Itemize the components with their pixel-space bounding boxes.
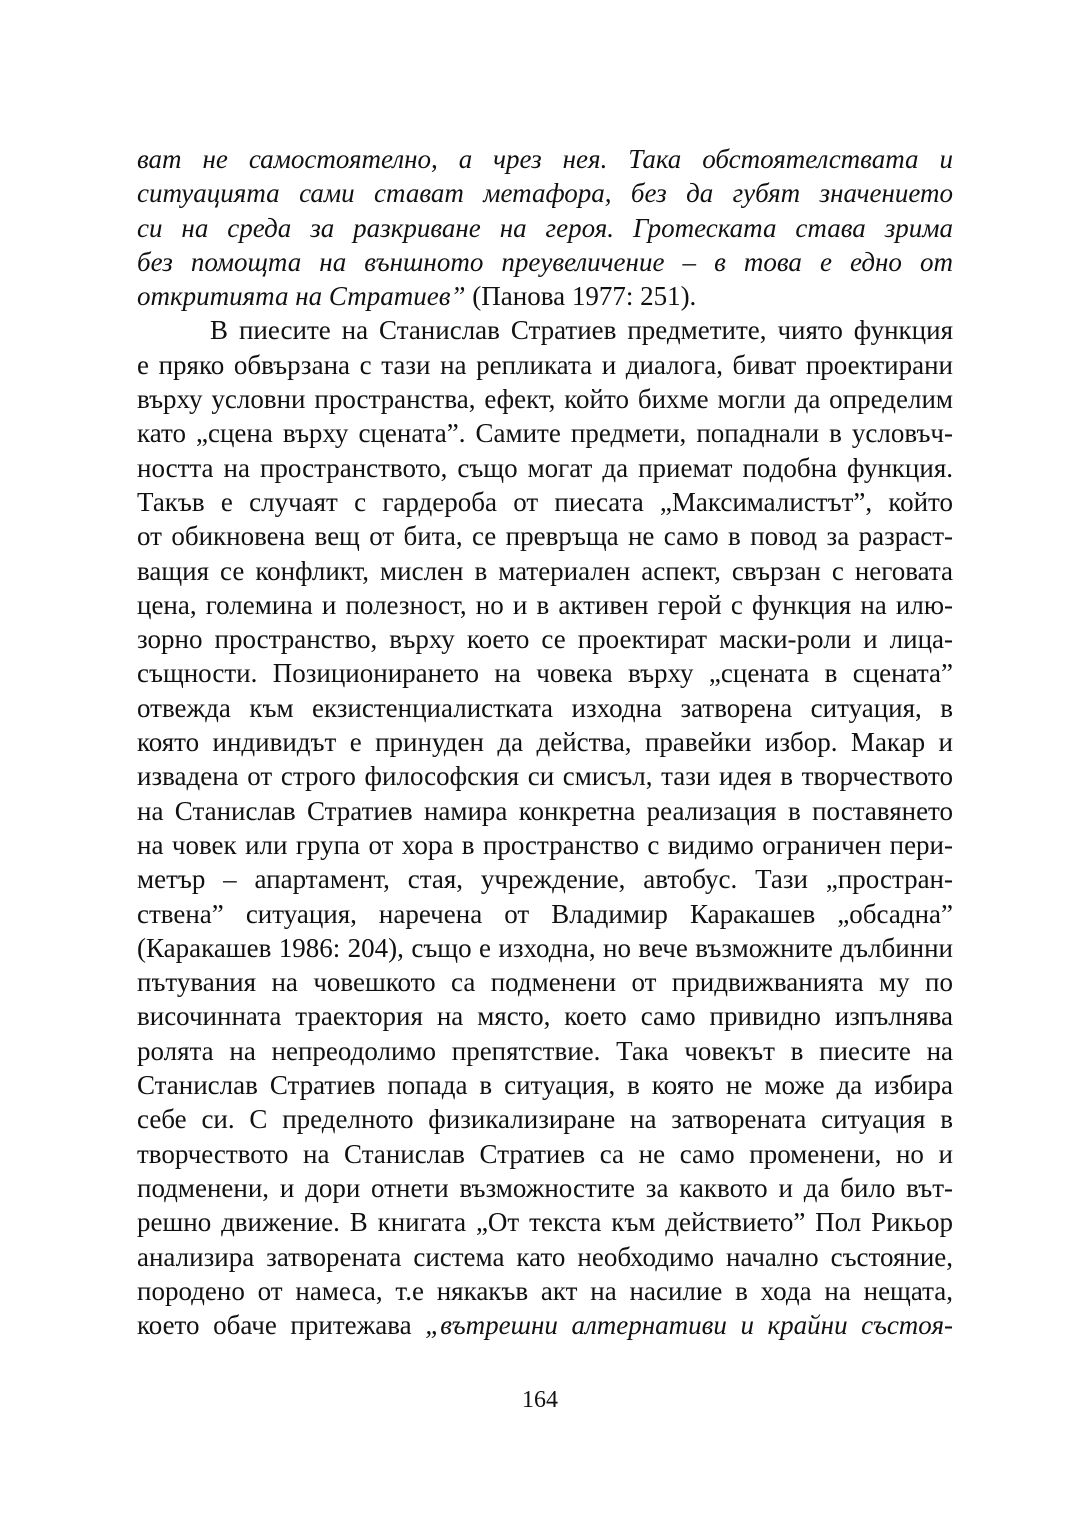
- text-segment: Станислав Стратиев попада в ситуация, в която не може да избира: [137, 1070, 953, 1101]
- text-line: [137, 1171, 953, 1205]
- text-segment: извадена от строго философския си смисъл, тази идея в творчеството: [137, 761, 953, 792]
- text-segment: е пряко обвързана с тази на репликата и диалога, биват проектирани: [137, 349, 953, 380]
- text-segment: подменени, и дори отнети възможностите за каквото и да било вът-: [137, 1172, 953, 1203]
- text-segment: (Каракашев 1986: 204), също е изходна, но вече възможните дълбинни: [137, 932, 953, 963]
- text-line: [137, 348, 953, 382]
- text-line: [137, 313, 953, 347]
- text-line: [137, 725, 953, 759]
- text-line: [137, 245, 953, 279]
- italic-text-segment: без помощта на външното преувеличение – в това е едно от: [137, 246, 953, 277]
- italic-text-segment: ситуацията сами стават метафора, без да губят значението: [137, 178, 953, 209]
- text-line: [137, 656, 953, 690]
- text-line: [137, 416, 953, 450]
- text-segment: на Станислав Стратиев намира конкретна реализация в поставянето: [137, 795, 953, 826]
- text-segment: творчеството на Станислав Стратиев са не само променени, но и: [137, 1138, 953, 1169]
- italic-text-segment: си на среда за разкриване на героя. Гротеската става зрима: [137, 212, 953, 243]
- text-line: [137, 1068, 953, 1102]
- text-line: [137, 1240, 953, 1274]
- text-segment: цена, големина и полезност, но и в активен герой с функция на илю-: [137, 589, 953, 620]
- text-line: [137, 211, 953, 245]
- text-line: [137, 588, 953, 622]
- text-line: [137, 1137, 953, 1171]
- body-text: [137, 142, 953, 1342]
- text-line: [137, 519, 953, 553]
- text-segment: височинната траектория на място, което само привидно изпълнява: [137, 1001, 953, 1032]
- text-line: [137, 1034, 953, 1068]
- text-segment: същности. Позиционирането на човека върху „сцената в сцената”: [137, 658, 953, 689]
- text-segment: ролята на непреодолимо препятствие. Така човекът в пиесите на: [137, 1035, 953, 1066]
- text-line: [137, 1274, 953, 1308]
- page-number: 164: [522, 1387, 558, 1413]
- text-line: [137, 176, 953, 210]
- text-line: [137, 485, 953, 519]
- text-line: [137, 1205, 953, 1239]
- italic-text-segment: ват не самостоятелно, а чрез нея. Така обстоятелствата и: [137, 144, 953, 174]
- text-line: [137, 828, 953, 862]
- text-segment: В пиесите на Станислав Стратиев предметите, чиято функция: [210, 315, 953, 346]
- text-segment: Такъв е случаят с гардероба от пиесата „Максималистът”, който: [137, 486, 953, 517]
- text-segment: от обикновена вещ от бита, се превръща не само в повод за разраст-: [137, 521, 953, 552]
- text-line: [137, 794, 953, 828]
- text-line: [137, 897, 953, 931]
- text-line: [137, 382, 953, 416]
- text-segment: което обаче притежава: [137, 1310, 426, 1341]
- text-segment: която индивидът е принуден да действа, правейки избор. Макар и: [137, 727, 953, 758]
- text-line: [137, 279, 953, 313]
- text-line: [137, 862, 953, 896]
- text-segment: ността на пространството, също могат да приемат подобна функция.: [137, 452, 953, 483]
- italic-text-segment: откритията на Стратиев”: [137, 281, 466, 312]
- text-line: [137, 931, 953, 965]
- text-segment: породено от намеса, т.е някакъв акт на насилие в хода на нещата,: [137, 1275, 953, 1306]
- text-line: [137, 554, 953, 588]
- text-segment: като „сцена върху сцената”. Самите предмети, попаднали в условъч-: [137, 418, 953, 449]
- text-line: [137, 142, 953, 176]
- text-line: [137, 999, 953, 1033]
- text-segment: ващия се конфликт, мислен в материален аспект, свързан с неговата: [137, 555, 953, 586]
- text-segment: (Панова 1977: 251).: [465, 281, 697, 312]
- text-segment: анализира затворената система като необходимо начално състояние,: [137, 1241, 953, 1272]
- italic-text-segment: „вътрешни алтернативи и крайни състоя-: [425, 1310, 953, 1341]
- text-line: [137, 451, 953, 485]
- text-segment: на човек или група от хора в пространство с видимо ограничен пери-: [137, 829, 953, 860]
- text-segment: решно движение. В книгата „От текста към действието” Пол Рикьор: [137, 1207, 953, 1238]
- text-segment: пътувания на човешкото са подменени от придвижванията му по: [137, 967, 953, 998]
- text-segment: метър – апартамент, стая, учреждение, автобус. Тази „простран-: [137, 864, 953, 895]
- text-line: [137, 965, 953, 999]
- text-segment: зорно пространство, върху което се проектират маски-роли и лица-: [137, 624, 953, 655]
- text-segment: себе си. С пределното физикализиране на затворената ситуация в: [137, 1104, 953, 1135]
- text-line: [137, 691, 953, 725]
- text-line: [137, 1102, 953, 1136]
- text-segment: ствена” ситуация, наречена от Владимир Каракашев „обсадна”: [137, 898, 953, 929]
- text-line: [137, 1308, 953, 1342]
- text-segment: отвежда към екзистенциалистката изходна затворена ситуация, в: [137, 692, 953, 723]
- text-segment: върху условни пространства, ефект, който бихме могли да определим: [137, 384, 953, 415]
- text-line: [137, 622, 953, 656]
- text-line: [137, 759, 953, 793]
